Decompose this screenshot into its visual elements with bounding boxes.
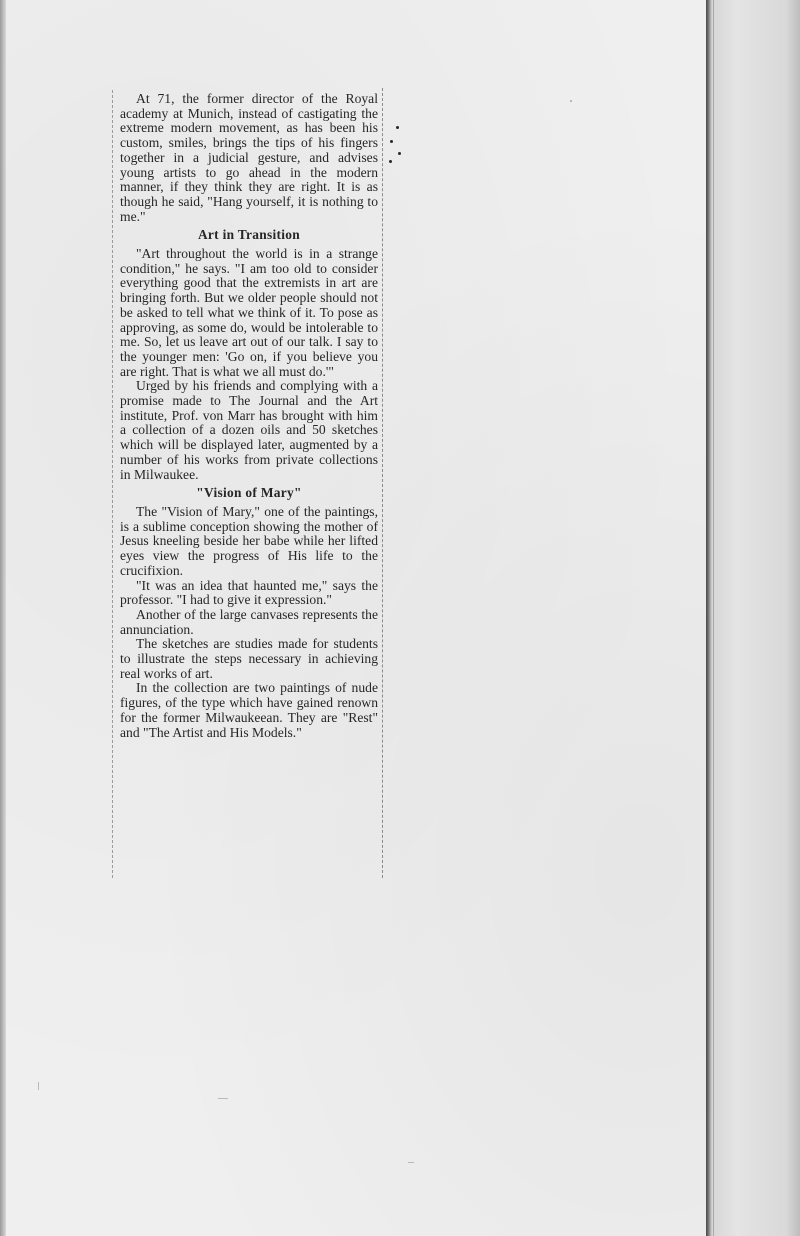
scan-mark: [408, 1162, 414, 1163]
article-paragraph: In the collection are two paintings of nude figures, of the type which have gained renown for the former Milwaukeean. They are "Rest" and "The Artist and His Models.": [120, 680, 378, 740]
scan-mark: [570, 100, 572, 102]
article-paragraph: The sketches are studies made for students to illustrate the steps necessary in achieving real works of art.: [120, 636, 378, 681]
scan-mark: [38, 1082, 39, 1090]
page-fold-line: [713, 0, 714, 1236]
ink-speck: [398, 152, 401, 155]
article-paragraph: At 71, the former director of the Royal academy at Munich, instead of castigating the extreme modern movement, as has been his custom, smiles, brings the tips of his fingers together in a judicial gesture, and advises young artists to go ahead in the modern manner, if they think they are right. It is as though he said, "Hang yourself, it is nothing to me.": [120, 91, 378, 224]
ink-speck: [390, 140, 393, 143]
ink-speck: [389, 160, 392, 163]
article-paragraph: "It was an idea that haunted me," says the professor. "I had to give it expression.": [120, 577, 378, 608]
page-left-edge-shadow: [0, 0, 6, 1236]
newspaper-clipping: [112, 86, 384, 878]
subheading-art-in-transition: Art in Transition: [197, 227, 301, 243]
ink-speck: [396, 126, 399, 129]
article-paragraph: Another of the large canvases represents the annunciation.: [120, 606, 378, 637]
article-paragraph: "Art throughout the world is in a strange condition," he says. "I am too old to consider everything good that the extremists in art are bringing forth. But we older people should not be asked to tell what we think of it. To pose as approving, as some do, would be intolerable to me. So, let us leave art out of our talk. I say to the younger men: 'Go on, if you believe you are right. That is what we all must do.'": [120, 246, 378, 379]
article-paragraph: The "Vision of Mary," one of the paintings, is a sublime conception showing the mother of Jesus kneeling beside her babe while her lifted eyes view the progress of His life to the crucifixion.: [120, 503, 378, 578]
scan-mark: [218, 1098, 228, 1099]
page-right-binding-edge: [706, 0, 800, 1236]
article-paragraph: Urged by his friends and complying with a promise made to The Journal and the Art institute, Prof. von Marr has brought with him a collection of a dozen oils and 50 sketches which will be displayed later, augmented by a number of his works from private collections in Milwaukee.: [120, 378, 378, 482]
subheading-vision-of-mary: "Vision of Mary": [196, 485, 302, 501]
